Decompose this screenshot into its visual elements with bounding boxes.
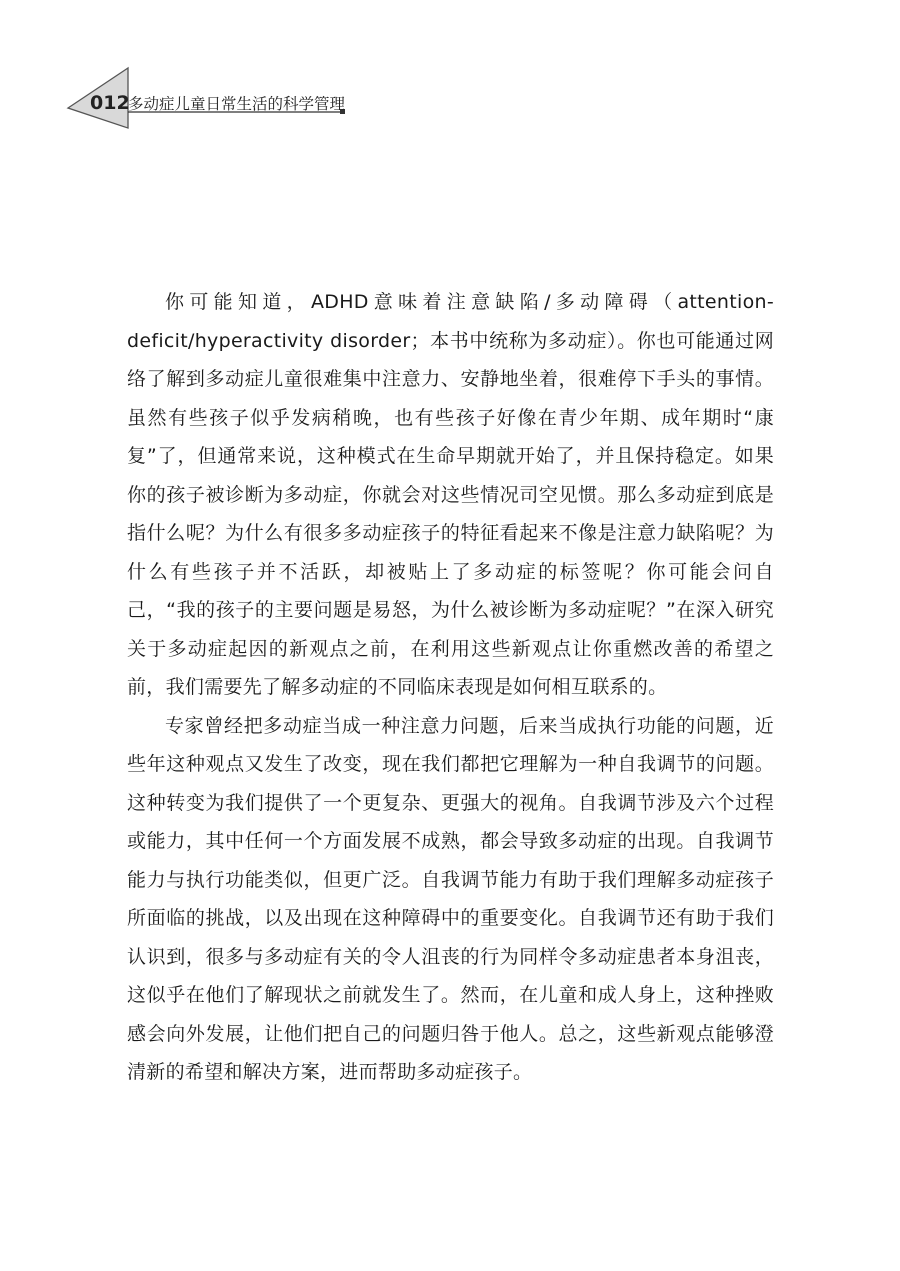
page-header xyxy=(0,0,900,140)
paragraph-2: 专家曾经把多动症当成一种注意力问题，后来当成执行功能的问题，近些年这种观点又发生了改变，现在我们都把它理解为一种自我调节的问题。这种转变为我们提供了一个更复杂、更强大的视角。自我调节涉及六个过程或能力，其中任何一个方面发展不成熟，都会导致多动症的出现。自我调节能力与执行功能类似，但更广泛。自我调节能力有助于我们理解多动症孩子所面临的挑战，以及出现在这种障碍中的重要变化。自我调节还有助于我们认识到，很多与多动症有关的令人沮丧的行为同样令多动症患者本身沮丧，这似乎在他们了解现状之前就发生了。然而，在儿童和成人身上，这种挫败感会向外发展，让他们把自己的问题归咎于他人。总之，这些新观点能够澄清新的希望和解决方案，进而帮助多动症孩子。 xyxy=(127,714,774,1083)
paragraph-1: 你可能知道，ADHD意味着注意缺陷/多动障碍（attention-deficit/hyperactivity disorder；本书中统称为多动症）。你也可能通过网络了解到多动症儿童很难集中注意力、安静地坐着，很难停下手头的事情。虽然有些孩子似乎发病稍晚，也有些孩子好像在青少年期、成年期时“康复”了，但通常来说，这种模式在生命早期就开始了，并且保持稳定。如果你的孩子被诊断为多动症，你就会对这些情况司空见惯。那么多动症到底是指什么呢？为什么有很多多动症孩子的特征看起来不像是注意力缺陷呢？为什么有些孩子并不活跃，却被贴上了多动症的标签呢？你可能会问自己，“我的孩子的主要问题是易怒，为什么被诊断为多动症呢？”在深入研究关于多动症起因的新观点之前，在利用这些新观点让你重燃改善的希望之前，我们需要先了解多动症的不同临床表现是如何相互联系的。 xyxy=(127,291,774,698)
page-number: 012 xyxy=(90,92,130,114)
header-triangle-decoration xyxy=(0,0,360,140)
main-text xyxy=(127,283,774,1092)
book-title: 多动症儿童日常生活的科学管理 xyxy=(128,95,346,113)
